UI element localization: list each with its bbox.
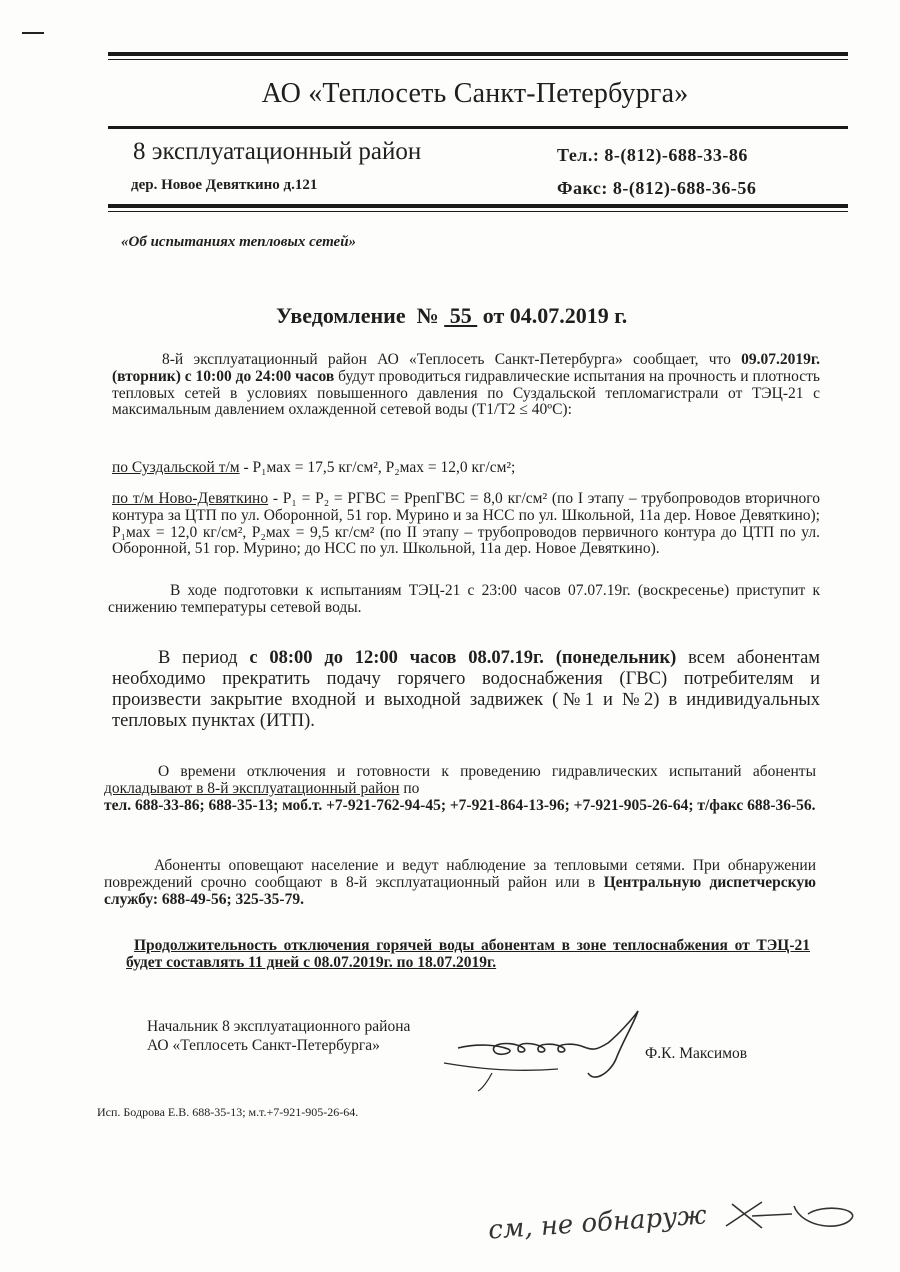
paragraph-duration: Продолжительность отключения горячей воды абонентам в зоне теплоснабжения от ТЭЦ-21 будет составлять 11 дней с 08.07.2019г. по 18.07.2019г. — [126, 937, 810, 971]
header-bottom-rule-thin — [108, 211, 848, 212]
header-bottom-rule — [108, 204, 848, 208]
signatory-name: Ф.К. Максимов — [645, 1045, 748, 1062]
header-top-rule-thin — [108, 59, 848, 60]
district-name: 8 эксплуатационный район — [133, 138, 422, 165]
company-name: АО «Теплосеть Санкт-Петербурга» — [261, 78, 689, 109]
paragraph-monitoring: Абоненты оповещают население и ведут наблюдение за тепловыми сетями. При обнаружении повреждений срочно сообщают в 8-й эксплуатационный район или в Центральную диспетчерскую службу: 688-49-56; 325-35-79. — [104, 857, 816, 908]
handwritten-initials — [722, 1198, 862, 1238]
signatory-position: Начальник 8 эксплуатационного района АО «Теплосеть Санкт-Петербурга» — [147, 1018, 411, 1054]
paragraph-intro: 8-й эксплуатационный район АО «Теплосеть Санкт-Петербурга» сообщает, что 09.07.2019г. (вторник) с 10:00 до 24:00 часов будут проводиться гидравлические испытания на прочность и плотность тепловых сетей в условиях повышенного давления по Суздальской тепломагистрали от ТЭЦ-21 с максимальным давлением охлажденной сетевой воды (Т1/Т2 ≤ 40ºС): — [112, 351, 821, 419]
paragraph-preparation: В ходе подготовки к испытаниям ТЭЦ-21 с 23:00 часов 07.07.19г. (воскресенье) приступит к снижению температуры сетевой воды. — [108, 582, 820, 616]
notice-date: от 04.07.2019 г. — [477, 303, 628, 328]
executor-note: Исп. Бодрова Е.В. 688-35-13; м.т.+7-921-905-26-64. — [97, 1105, 359, 1119]
district-address: дер. Новое Девяткино д.121 — [131, 177, 318, 193]
notice-number: 55 — [444, 303, 478, 328]
district-phone: Тел.: 8-(812)-688-33-86 — [557, 145, 748, 165]
signature-scribble — [438, 1003, 648, 1093]
paragraph-gvs-shutdown: В период с 08:00 до 12:00 часов 08.07.19г. (понедельник) всем абонентам необходимо прекратить подачу горячего водоснабжения (ГВС) потребителям и произвести закрытие входной и выходной задвижек (№1 и №2) в индивидуальных тепловых пунктах (ИТП). — [112, 648, 820, 731]
notice-prefix: Уведомление № — [276, 303, 445, 328]
paragraph-suzdal-pressure: по Суздальской т/м - P₁мах = 17,5 кг/см², P₂мах = 12,0 кг/см²; — [112, 459, 516, 476]
corner-mark — [22, 32, 44, 34]
paragraph-reporting: О времени отключения и готовности к проведению гидравлических испытаний абоненты докладывают в 8-й эксплуатационный район по тел. 688-33-86; 688-35-13; моб.т. +7-921-762-94-45; +7-921-864-13-96; +7-921-905-26-64; т/факс 688-36-56. — [104, 763, 816, 814]
paragraph-devyatkino-pressure: по т/м Ново-Девяткино - P₁ = P₂ = PГВС = PрепГВС = 8,0 кг/см² (по I этапу – трубопроводов вторичного контура за ЦТП по ул. Оборонной, 51 гор. Мурино и за НСС по ул. Школьной, 11а дер. Новое Девяткино); P₁мах = 12,0 кг/см², P₂мах = 9,5 кг/см² (по II этапу – трубопроводов первичного контура до ЦТП по ул. Оборонной, 51 гор. Мурино; до НСС по ул. Школьной, 11а дер. Новое Девяткино). — [112, 490, 820, 558]
district-fax: Факс: 8-(812)-688-36-56 — [557, 178, 757, 198]
header-mid-rule — [108, 126, 848, 129]
document-subject: «Об испытаниях тепловых сетей» — [121, 234, 357, 250]
handwritten-note: см, не обнаруж — [487, 1200, 708, 1246]
header-top-rule — [108, 52, 848, 56]
notice-title — [276, 303, 627, 329]
